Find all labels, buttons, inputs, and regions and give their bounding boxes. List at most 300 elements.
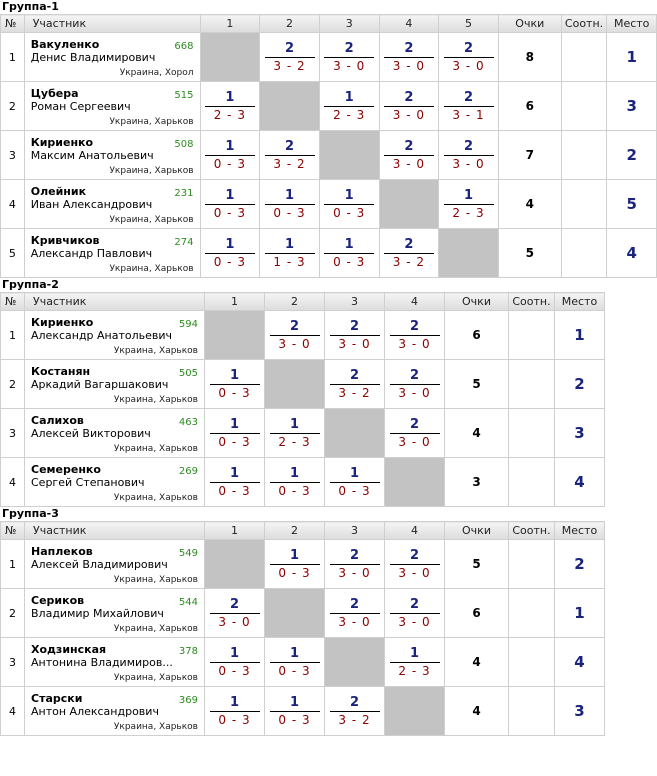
match-points: 2 — [404, 89, 414, 105]
ratio-value — [561, 82, 607, 131]
player-rating: 508 — [174, 139, 194, 150]
match-result-cell[interactable] — [319, 82, 379, 131]
match-score: 3 - 0 — [398, 565, 431, 580]
player-surname[interactable]: Семеренко — [31, 463, 101, 476]
result-divider — [444, 204, 494, 205]
total-points: 8 — [498, 33, 561, 82]
self-match-cell — [205, 311, 265, 360]
player-cell — [25, 540, 205, 589]
player-rating: 378 — [178, 646, 198, 657]
table-row — [1, 409, 605, 458]
match-points: 1 — [229, 416, 240, 432]
place-value: 1 — [555, 311, 605, 360]
match-points: 1 — [229, 645, 240, 661]
player-location: Украина, Харьков — [109, 117, 194, 127]
total-points: 7 — [498, 131, 561, 180]
total-points: 5 — [498, 229, 561, 278]
match-result-cell[interactable] — [265, 409, 325, 458]
match-score: 2 - 3 — [333, 107, 366, 122]
ratio-value — [509, 540, 555, 589]
match-result-cell[interactable] — [200, 180, 260, 229]
player-rating: 594 — [178, 319, 198, 330]
total-points: 3 — [445, 458, 509, 507]
player-location: Украина, Харьков — [113, 673, 198, 683]
result-divider — [210, 433, 260, 434]
match-result-cell[interactable] — [385, 589, 445, 638]
match-result-cell[interactable] — [265, 687, 325, 736]
header-participant: Участник — [25, 522, 205, 540]
ratio-value — [509, 638, 555, 687]
self-match-cell — [439, 229, 499, 278]
player-cell — [25, 589, 205, 638]
match-points: 1 — [464, 187, 474, 203]
player-cell — [25, 687, 205, 736]
result-divider — [444, 155, 494, 156]
result-divider — [444, 106, 494, 107]
match-score: 0 - 3 — [218, 434, 251, 449]
result-divider — [324, 57, 374, 58]
player-name-block — [31, 414, 151, 440]
result-divider — [270, 662, 320, 663]
result-divider — [324, 106, 374, 107]
match-points: 2 — [464, 89, 474, 105]
player-firstname: Алексей Владимирович — [31, 558, 168, 571]
match-score: 3 - 0 — [338, 336, 371, 351]
player-name-block — [31, 136, 154, 162]
total-points: 6 — [445, 589, 509, 638]
match-score: 0 - 3 — [213, 205, 246, 220]
total-points: 4 — [498, 180, 561, 229]
player-firstname: Роман Сергеевич — [30, 100, 131, 113]
player-location: Украина, Харьков — [113, 624, 198, 634]
match-score: 0 - 3 — [218, 483, 251, 498]
match-score: 3 - 0 — [398, 336, 431, 351]
match-score: 3 - 0 — [278, 336, 311, 351]
match-result-cell[interactable] — [385, 540, 445, 589]
result-divider — [210, 482, 260, 483]
match-points: 2 — [289, 318, 300, 334]
match-result-cell[interactable] — [385, 638, 445, 687]
player-rating: 549 — [178, 548, 198, 559]
match-score: 0 - 3 — [213, 156, 246, 171]
match-points: 2 — [464, 40, 474, 56]
self-match-cell — [325, 409, 385, 458]
header-row — [1, 15, 657, 33]
match-score: 2 - 3 — [278, 434, 311, 449]
ratio-value — [561, 33, 607, 82]
player-firstname: Антонина Владимиров... — [31, 656, 173, 669]
match-result-cell[interactable] — [325, 589, 385, 638]
match-result-cell[interactable] — [325, 458, 385, 507]
player-number: 2 — [1, 589, 25, 638]
match-result-cell[interactable] — [385, 409, 445, 458]
player-surname[interactable]: Цубера — [30, 87, 79, 100]
match-points: 2 — [409, 416, 420, 432]
match-score: 3 - 0 — [398, 614, 431, 629]
header-ratio: Соотн. — [509, 293, 555, 311]
player-number: 4 — [1, 180, 25, 229]
match-result-cell[interactable] — [439, 33, 499, 82]
ratio-value — [509, 311, 555, 360]
result-divider — [390, 564, 440, 565]
player-number: 4 — [1, 458, 25, 507]
place-value: 2 — [555, 360, 605, 409]
self-match-cell — [205, 540, 265, 589]
match-score: 0 - 3 — [278, 712, 311, 727]
player-cell — [25, 638, 205, 687]
result-divider — [265, 253, 315, 254]
player-rating: 369 — [178, 695, 198, 706]
player-surname[interactable]: Костанян — [31, 365, 91, 378]
match-result-cell[interactable] — [205, 409, 265, 458]
match-points: 2 — [349, 318, 360, 334]
result-divider — [324, 204, 374, 205]
player-number: 1 — [1, 33, 25, 82]
match-result-cell[interactable] — [439, 82, 499, 131]
match-result-cell[interactable] — [265, 458, 325, 507]
player-rating: 463 — [178, 417, 198, 428]
header-opponent: 3 — [319, 15, 379, 33]
ratio-value — [561, 180, 607, 229]
match-points: 2 — [349, 547, 360, 563]
player-cell — [24, 33, 200, 82]
match-result-cell[interactable] — [385, 360, 445, 409]
player-cell — [24, 82, 200, 131]
player-rating: 668 — [174, 41, 194, 52]
match-score: 3 - 0 — [392, 156, 425, 171]
player-number: 4 — [1, 687, 25, 736]
table-row — [1, 638, 605, 687]
self-match-cell — [379, 180, 439, 229]
self-match-cell — [385, 687, 445, 736]
group-title: Группа-1 — [2, 0, 59, 13]
match-result-cell[interactable] — [325, 540, 385, 589]
table-row — [1, 360, 605, 409]
header-points: Очки — [498, 15, 561, 33]
match-points: 2 — [285, 138, 295, 154]
result-divider — [330, 384, 380, 385]
header-points: Очки — [445, 293, 509, 311]
match-points: 2 — [349, 694, 360, 710]
match-points: 1 — [289, 547, 300, 563]
match-result-cell[interactable] — [439, 180, 499, 229]
match-points: 1 — [225, 187, 235, 203]
result-divider — [330, 613, 380, 614]
player-location: Украина, Харьков — [113, 395, 198, 405]
match-score: 3 - 0 — [338, 565, 371, 580]
header-opponent: 4 — [379, 15, 439, 33]
match-points: 1 — [409, 645, 420, 661]
match-score: 3 - 0 — [398, 434, 431, 449]
match-points: 2 — [404, 40, 414, 56]
match-score: 3 - 2 — [338, 385, 371, 400]
player-surname[interactable]: Кириенко — [30, 136, 94, 149]
match-result-cell[interactable] — [200, 131, 260, 180]
ratio-value — [509, 458, 555, 507]
player-rating: 505 — [178, 368, 198, 379]
header-ratio: Соотн. — [509, 522, 555, 540]
player-name-block — [31, 692, 159, 718]
player-name-block — [31, 643, 173, 669]
match-score: 3 - 0 — [218, 614, 251, 629]
player-location: Украина, Харьков — [113, 575, 198, 585]
player-rating: 544 — [178, 597, 198, 608]
table-row — [1, 687, 605, 736]
group-table — [0, 14, 657, 278]
ratio-value — [509, 589, 555, 638]
table-row — [1, 540, 605, 589]
match-result-cell[interactable] — [325, 311, 385, 360]
table-row — [1, 33, 657, 82]
match-result-cell[interactable] — [200, 82, 260, 131]
match-score: 1 - 3 — [273, 254, 306, 269]
match-result-cell[interactable] — [379, 82, 439, 131]
match-result-cell[interactable] — [205, 458, 265, 507]
match-points: 2 — [229, 596, 240, 612]
player-name-block — [31, 463, 144, 489]
place-value: 3 — [607, 82, 657, 131]
match-result-cell[interactable] — [325, 687, 385, 736]
ratio-value — [509, 687, 555, 736]
result-divider — [210, 662, 260, 663]
player-surname[interactable]: Кириенко — [31, 316, 94, 329]
total-points: 6 — [445, 311, 509, 360]
ratio-value — [509, 409, 555, 458]
match-points: 2 — [349, 596, 360, 612]
match-result-cell[interactable] — [379, 33, 439, 82]
match-result-cell[interactable] — [265, 311, 325, 360]
player-name-block — [31, 87, 131, 113]
result-divider — [265, 57, 315, 58]
table-row — [1, 458, 605, 507]
match-result-cell[interactable] — [439, 131, 499, 180]
match-result-cell[interactable] — [265, 540, 325, 589]
result-divider — [265, 155, 315, 156]
match-score: 0 - 3 — [218, 712, 251, 727]
header-opponent: 2 — [265, 522, 325, 540]
player-name-block — [31, 185, 153, 211]
player-firstname: Денис Владимирович — [30, 51, 156, 64]
match-score: 3 - 0 — [338, 614, 371, 629]
place-value: 1 — [607, 33, 657, 82]
table-row — [1, 180, 657, 229]
table-row — [1, 229, 657, 278]
header-ratio: Соотн. — [561, 15, 607, 33]
table-row — [1, 82, 657, 131]
player-cell — [25, 360, 205, 409]
match-score: 3 - 0 — [398, 385, 431, 400]
player-number: 2 — [1, 82, 25, 131]
result-divider — [384, 106, 434, 107]
match-points: 1 — [349, 465, 360, 481]
match-score: 0 - 3 — [273, 205, 306, 220]
table-row — [1, 311, 605, 360]
header-opponent: 2 — [260, 15, 320, 33]
result-divider — [390, 335, 440, 336]
player-location: Украина, Харьков — [109, 166, 194, 176]
match-score: 2 - 3 — [452, 205, 485, 220]
header-participant: Участник — [24, 15, 200, 33]
match-points: 2 — [344, 40, 354, 56]
match-points: 2 — [404, 236, 414, 252]
match-result-cell[interactable] — [200, 229, 260, 278]
player-location: Украина, Харьков — [113, 444, 198, 454]
match-result-cell[interactable] — [319, 229, 379, 278]
match-score: 3 - 1 — [452, 107, 485, 122]
header-num: № — [1, 15, 25, 33]
player-rating: 274 — [174, 237, 194, 248]
player-surname[interactable]: Старски — [31, 692, 83, 705]
match-score: 3 - 0 — [392, 58, 425, 73]
header-num: № — [1, 522, 25, 540]
player-rating: 231 — [174, 188, 194, 199]
match-points: 1 — [229, 465, 240, 481]
player-cell — [25, 311, 205, 360]
match-points: 2 — [349, 367, 360, 383]
header-opponent: 5 — [439, 15, 499, 33]
match-result-cell[interactable] — [260, 229, 320, 278]
group-title: Группа-2 — [2, 278, 59, 291]
header-opponent: 1 — [200, 15, 260, 33]
result-divider — [390, 433, 440, 434]
header-opponent: 4 — [385, 293, 445, 311]
place-value: 2 — [607, 131, 657, 180]
match-result-cell[interactable] — [325, 360, 385, 409]
self-match-cell — [385, 458, 445, 507]
ratio-value — [561, 131, 607, 180]
result-divider — [210, 613, 260, 614]
match-points: 1 — [344, 187, 354, 203]
player-firstname: Владимир Михайлович — [31, 607, 164, 620]
player-surname[interactable]: Салихов — [31, 414, 84, 427]
match-result-cell[interactable] — [379, 229, 439, 278]
result-divider — [270, 335, 320, 336]
player-surname[interactable]: Ходзинская — [31, 643, 107, 656]
result-divider — [330, 482, 380, 483]
self-match-cell — [319, 131, 379, 180]
match-score: 0 - 3 — [278, 565, 311, 580]
match-result-cell[interactable] — [379, 131, 439, 180]
match-points: 1 — [285, 236, 295, 252]
match-points: 1 — [289, 416, 300, 432]
result-divider — [205, 204, 255, 205]
header-opponent: 3 — [325, 522, 385, 540]
match-result-cell[interactable] — [319, 180, 379, 229]
match-result-cell[interactable] — [260, 131, 320, 180]
result-divider — [205, 253, 255, 254]
result-divider — [210, 711, 260, 712]
self-match-cell — [265, 589, 325, 638]
header-opponent: 4 — [385, 522, 445, 540]
player-name-block — [31, 38, 156, 64]
match-score: 0 - 3 — [278, 483, 311, 498]
result-divider — [390, 384, 440, 385]
player-location: Украина, Хорол — [119, 68, 194, 78]
match-result-cell[interactable] — [319, 33, 379, 82]
match-result-cell[interactable] — [205, 638, 265, 687]
result-divider — [330, 335, 380, 336]
player-firstname: Максим Анатольевич — [30, 149, 154, 162]
player-firstname: Александр Анатольевич — [31, 329, 173, 342]
match-score: 0 - 3 — [213, 254, 246, 269]
total-points: 6 — [498, 82, 561, 131]
match-points: 1 — [289, 465, 300, 481]
self-match-cell — [265, 360, 325, 409]
table-row — [1, 589, 605, 638]
player-surname[interactable]: Олейник — [30, 185, 87, 198]
result-divider — [270, 711, 320, 712]
match-result-cell[interactable] — [260, 180, 320, 229]
match-points: 1 — [229, 367, 240, 383]
match-result-cell[interactable] — [205, 687, 265, 736]
place-value: 5 — [607, 180, 657, 229]
player-surname[interactable]: Наплеков — [31, 545, 93, 558]
player-number: 5 — [1, 229, 25, 278]
header-points: Очки — [445, 522, 509, 540]
match-score: 0 - 3 — [333, 254, 366, 269]
place-value: 3 — [555, 687, 605, 736]
header-opponent: 1 — [205, 293, 265, 311]
match-result-cell[interactable] — [260, 33, 320, 82]
total-points: 5 — [445, 540, 509, 589]
match-score: 3 - 2 — [338, 712, 371, 727]
group-title: Группа-3 — [2, 507, 59, 520]
match-result-cell[interactable] — [385, 311, 445, 360]
player-firstname: Иван Александрович — [30, 198, 153, 211]
match-points: 1 — [285, 187, 295, 203]
match-points: 1 — [225, 236, 235, 252]
player-surname[interactable]: Вакуленко — [30, 38, 100, 51]
result-divider — [390, 613, 440, 614]
match-result-cell[interactable] — [205, 360, 265, 409]
player-rating: 269 — [178, 466, 198, 477]
match-points: 1 — [289, 645, 300, 661]
match-points: 2 — [409, 367, 420, 383]
result-divider — [210, 384, 260, 385]
match-result-cell[interactable] — [205, 589, 265, 638]
total-points: 5 — [445, 360, 509, 409]
result-divider — [324, 253, 374, 254]
ratio-value — [509, 360, 555, 409]
player-location: Украина, Харьков — [109, 215, 194, 225]
match-score: 3 - 2 — [392, 254, 425, 269]
match-score: 3 - 0 — [333, 58, 366, 73]
player-firstname: Александр Павлович — [30, 247, 153, 260]
player-name-block — [31, 316, 172, 342]
header-place: Место — [555, 522, 605, 540]
total-points: 4 — [445, 687, 509, 736]
player-surname[interactable]: Сериков — [31, 594, 85, 607]
match-score: 0 - 3 — [278, 663, 311, 678]
player-firstname: Антон Александрович — [31, 705, 159, 718]
self-match-cell — [325, 638, 385, 687]
match-score: 0 - 3 — [218, 663, 251, 678]
header-place: Место — [607, 15, 657, 33]
match-points: 2 — [404, 138, 414, 154]
player-surname[interactable]: Кривчиков — [30, 234, 100, 247]
result-divider — [390, 662, 440, 663]
header-place: Место — [555, 293, 605, 311]
match-points: 2 — [464, 138, 474, 154]
total-points: 4 — [445, 409, 509, 458]
player-firstname: Аркадий Вагаршакович — [31, 378, 169, 391]
result-divider — [205, 106, 255, 107]
match-result-cell[interactable] — [265, 638, 325, 687]
table-row — [1, 131, 657, 180]
place-value: 2 — [555, 540, 605, 589]
header-opponent: 3 — [325, 293, 385, 311]
player-name-block — [31, 365, 168, 391]
